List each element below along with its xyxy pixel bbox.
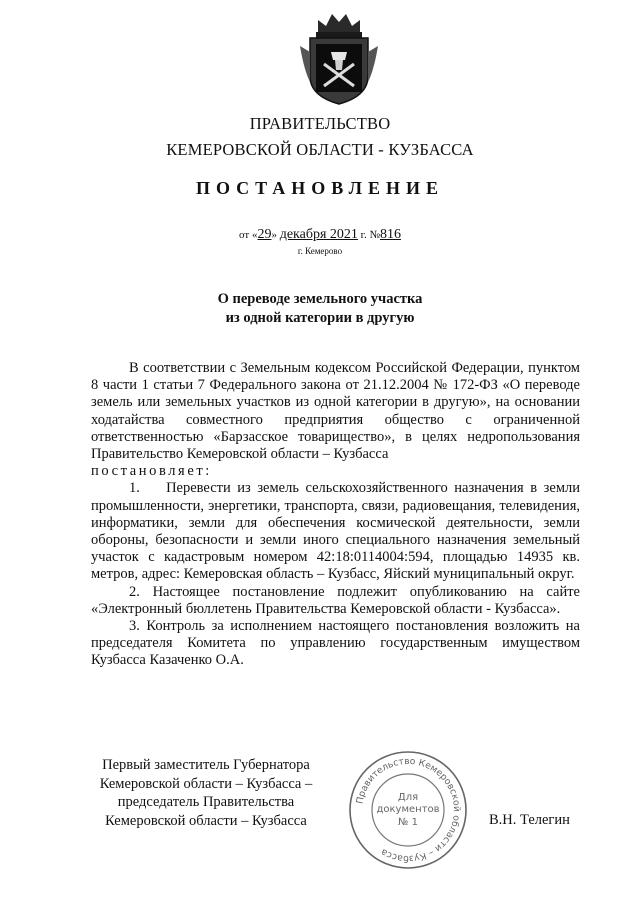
city-line: г. Кемерово — [297, 246, 343, 256]
government-line-1: ПРАВИТЕЛЬСТВО — [249, 114, 391, 133]
signatory-line-3: председатель Правительства — [117, 794, 295, 810]
document-number: 816 — [379, 227, 401, 242]
government-line-2: КЕМЕРОВСКОЙ ОБЛАСТИ - КУЗБАССА — [166, 140, 474, 159]
date-day: 29 — [257, 227, 272, 242]
signatory-title — [86, 756, 326, 830]
official-stamp — [346, 748, 470, 872]
date-month-year: декабря 2021 — [279, 227, 358, 242]
stamp-center-line-2: документов — [376, 804, 440, 815]
stamp-center-line-1: Для — [397, 792, 419, 803]
signatory-line-2: Кемеровской области – Кузбасса – — [99, 775, 313, 792]
signatory-name: В.Н. Телегин — [489, 812, 570, 828]
date-mid: » — [271, 229, 277, 241]
signatory-line-4: Кемеровской области – Кузбасса — [105, 812, 307, 829]
preamble-paragraph: В соответствии с Земельным кодексом Российской Федерации, пунктом 8 части 1 статьи 7 Федерального закона от 21.12.2004 № 172-ФЗ «О переводе земель или земельных участков из одной категории в другую», на основании ходатайства совместного предприятия общество с ограниченной ответственностью «Барзасское товарищество», в целях недропользования Правительство Кемеровской области – Кузбасса — [91, 360, 580, 463]
document-body — [91, 360, 580, 670]
stamp-center-line-3: № 1 — [398, 817, 418, 828]
stamp-ring-text: Правительство Кемеровской области – Кузбасса — [354, 755, 463, 865]
item-1-paragraph: 1. Перевести из земель сельскохозяйственного назначения в земли промышленности, энергетики, транспорта, связи, радиовещания, телевидения, информатики, земли для обеспечения космической деятельности, земли обороны, безопасности и земли иного специального назначения земельный участок с кадастровым номером 42:18:0114004:594, площадью 14935 кв. метров, адрес: Кемеровская область – Кузбасс, Яйский муниципальный округ. — [91, 480, 580, 583]
date-prefix: от « — [239, 229, 258, 241]
number-label: № — [369, 229, 380, 241]
document-type-title: ПОСТАНОВЛЕНИЕ — [195, 178, 445, 198]
item-2-paragraph: 2. Настоящее постановление подлежит опубликованию на сайте «Электронный бюллетень Правительства Кемеровской области - Кузбасса». — [91, 583, 580, 617]
date-year-suffix: г. — [360, 229, 367, 241]
subject-line-2: из одной категории в другую — [225, 310, 415, 326]
document-dateline — [0, 227, 640, 243]
subject-line-1: О переводе земельного участка — [217, 291, 423, 307]
kuzbass-coat-of-arms-icon — [296, 8, 382, 108]
signatory-line-1: Первый заместитель Губернатора — [102, 757, 310, 773]
decree-word: постановляет: — [91, 463, 212, 480]
item-3-paragraph: 3. Контроль за исполнением настоящего постановления возложить на председателя Комитета по управлению государственным имуществом Кузбасса Казаченко О.А. — [91, 618, 580, 669]
